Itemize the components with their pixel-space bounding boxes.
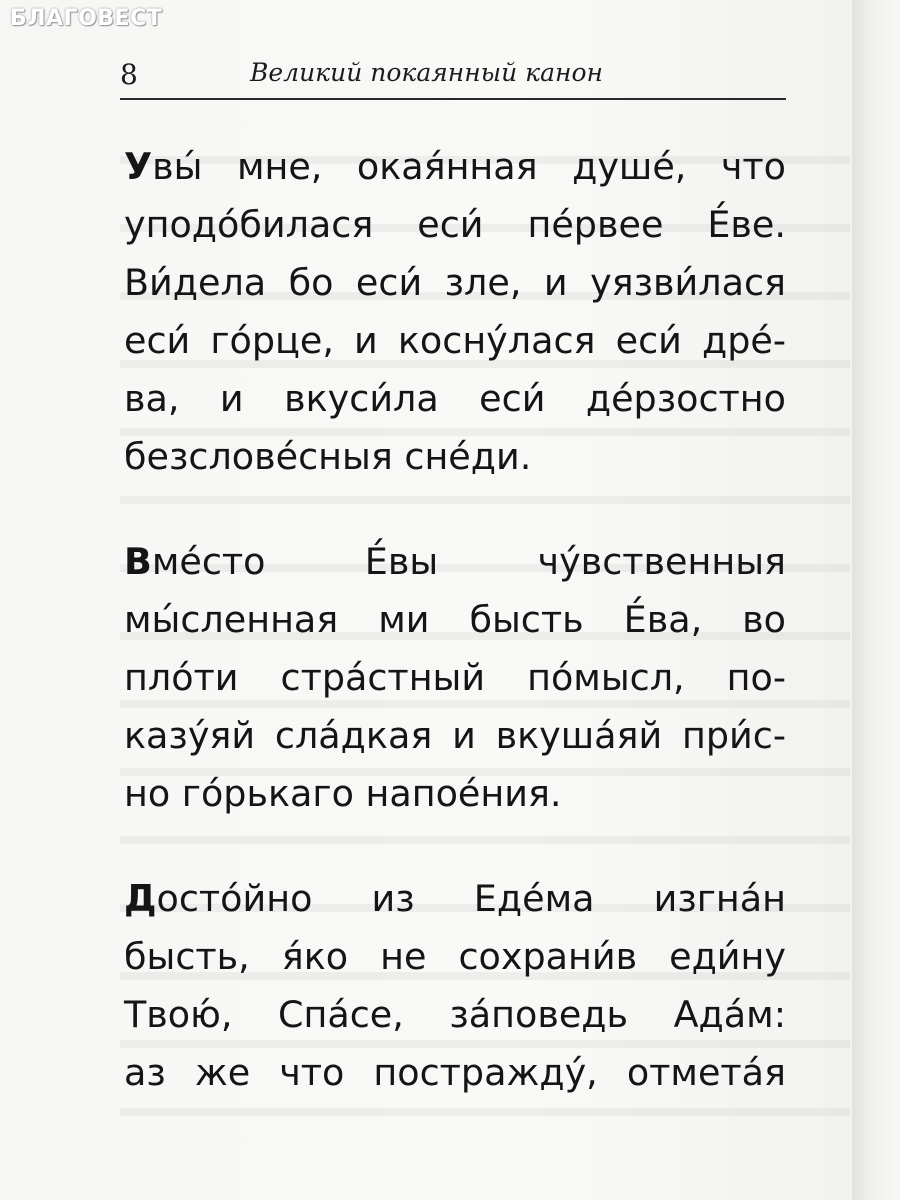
drop-initial: У [124, 145, 153, 188]
running-head [120, 52, 786, 96]
page-edge [852, 0, 900, 1200]
stanza-line [124, 138, 786, 196]
stanza-line: еси́ го́рце, и косну́лася еси́ дре́- [124, 319, 786, 362]
stanza-line: казу́яй сла́дкая и вкуша́яй при́с- [124, 714, 786, 757]
line-text: вы́ мне, окая́нная душе́, что [152, 145, 786, 188]
stanza-line: уподо́билася еси́ пе́рвее Е́ве. [124, 203, 786, 246]
stanza-line: бысть, я́ко не сохрани́в еди́ну [124, 935, 786, 978]
stanza-2 [124, 533, 786, 823]
stanza-line: аз же что постражду́, отмета́я [124, 1051, 786, 1094]
stanza-line [124, 870, 786, 928]
body-text [124, 138, 786, 1149]
page-number: 8 [120, 58, 138, 91]
line-text: осто́йно из Еде́ма изгна́н [156, 877, 786, 920]
stanza-line [124, 533, 786, 591]
drop-initial: В [124, 540, 152, 583]
stanza-line: Ви́дела бо еси́ зле, и уязви́лася [124, 261, 786, 304]
header-rule [120, 98, 786, 100]
stanza-line: Твою́, Спа́се, за́поведь Ада́м: [124, 993, 786, 1036]
running-title: Великий покаянный канон [250, 58, 603, 87]
stanza-line: мы́сленная ми бысть Е́ва, во [124, 598, 786, 641]
line-text: ме́сто Е́вы чу́вственныя [151, 540, 786, 583]
stanza-line: ва, и вкуси́ла еси́ де́рзостно [124, 377, 786, 420]
drop-initial: Д [124, 877, 157, 920]
stanza-3 [124, 870, 786, 1102]
stanza-line: но го́рькаго напое́ния. [124, 772, 562, 815]
stanza-1 [124, 138, 786, 486]
watermark-logo: БЛАГОВЕСТ [10, 6, 163, 31]
stanza-line: безслове́сныя сне́ди. [124, 435, 532, 478]
stanza-line: пло́ти стра́стный по́мысл, по- [124, 656, 786, 699]
